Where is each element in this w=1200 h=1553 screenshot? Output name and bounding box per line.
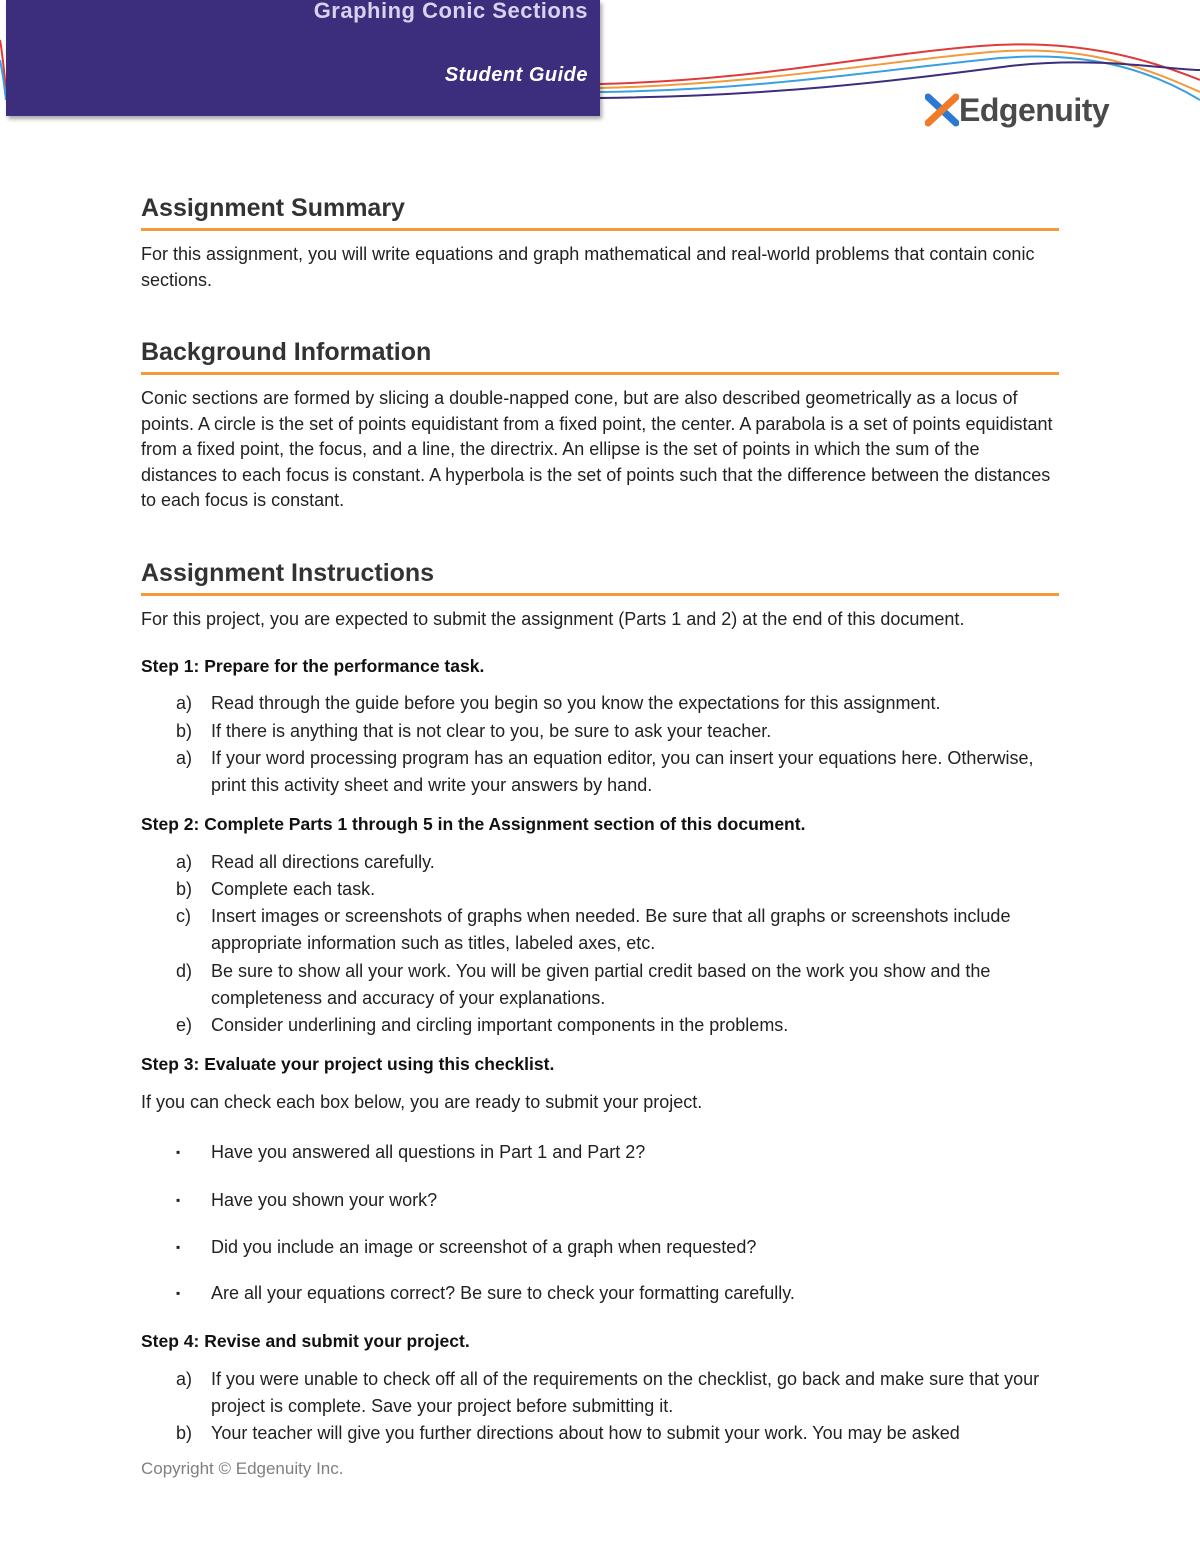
summary-paragraph: For this assignment, you will write equations and graph mathematical and real-world problems that contain conic sections. [141,244,1035,290]
list-item-text: Your teacher will give you further directions about how to submit your work. You may be asked [211,1423,960,1443]
edgenuity-logo [925,90,1109,130]
list-item-text: Read through the guide before you begin so you know the expectations for this assignment. [211,693,941,713]
section-rule [141,228,1059,231]
section-heading-instructions: Assignment Instructions [141,559,435,587]
section-heading-summary: Assignment Summary [141,194,405,222]
copyright-footer: Copyright © Edgenuity Inc. [141,1459,344,1478]
checkbox-bullet-icon: ▪ [176,1145,181,1159]
step-2-title: Step 2: Complete Parts 1 through 5 in the Assignment section of this document. [141,814,806,834]
step-3-title: Step 3: Evaluate your project using this checklist. [141,1054,555,1074]
list-marker: b) [176,1423,193,1443]
instructions-intro: For this project, you are expected to submit the assignment (Parts 1 and 2) at the end of this document. [141,609,965,629]
list-marker: b) [176,879,193,899]
header-banner [6,0,600,116]
checklist-item-text: Have you answered all questions in Part 1 and Part 2? [211,1142,646,1162]
checklist-intro: If you can check each box below, you are ready to submit your project. [141,1092,703,1112]
checkbox-bullet-icon: ▪ [176,1240,181,1254]
list-marker: d) [176,961,193,981]
list-item-text: If you were unable to check off all of the requirements on the checklist, go back and make sure that your project is complete. Save your project before submitting it. [211,1369,1040,1416]
background-paragraph: Conic sections are formed by slicing a double-napped cone, but are also described geometrically as a locus of points. A circle is the set of points equidistant from a fixed point, the center. A parabola is a set of points equidistant from a fixed point, the focus, and a line, the directrix. An ellipse is the set of points in which the sum of the distances to each focus is constant. A hyperbola is the set of points such that the difference between the distances to each focus is constant. [141,388,1053,510]
list-marker: a) [176,748,193,768]
list-marker: a) [176,693,193,713]
list-item-text: Consider underlining and circling important components in the problems. [211,1015,789,1035]
list-item-text: If your word processing program has an equation editor, you can insert your equations here. Otherwise, print this activity sheet and write your answers by hand. [211,748,1034,795]
list-marker: a) [176,852,193,872]
list-marker: e) [176,1015,193,1035]
list-item-text: Be sure to show all your work. You will be given partial credit based on the work you show and the completeness and accuracy of your explanations. [211,961,991,1008]
step-4-title: Step 4: Revise and submit your project. [141,1331,470,1351]
checklist-item-text: Are all your equations correct? Be sure to check your formatting carefully. [211,1283,795,1303]
section-rule [141,372,1059,375]
list-marker: c) [176,906,191,926]
logo-wordmark: Edgenuity [959,91,1110,128]
document-type-label: Student Guide [444,64,588,86]
list-marker: b) [176,721,193,741]
logo-x-icon [925,93,959,127]
list-marker: a) [176,1369,193,1389]
list-item-text: Insert images or screenshots of graphs when needed. Be sure that all graphs or screenshots include appropriate information such as titles, labeled axes, etc. [211,906,1011,953]
list-item-text: If there is anything that is not clear to you, be sure to ask your teacher. [211,721,772,741]
section-heading-background: Background Information [141,338,432,366]
section-rule [141,593,1059,596]
list-item-text: Read all directions carefully. [211,852,435,872]
document-series-title: Graphing Conic Sections [313,0,588,23]
checklist-item-text: Did you include an image or screenshot of a graph when requested? [211,1237,757,1257]
list-item-text: Complete each task. [211,879,376,899]
checkbox-bullet-icon: ▪ [176,1193,181,1207]
checkbox-bullet-icon: ▪ [176,1286,181,1300]
step-1-title: Step 1: Prepare for the performance task. [141,656,485,676]
checklist-item-text: Have you shown your work? [211,1190,438,1210]
